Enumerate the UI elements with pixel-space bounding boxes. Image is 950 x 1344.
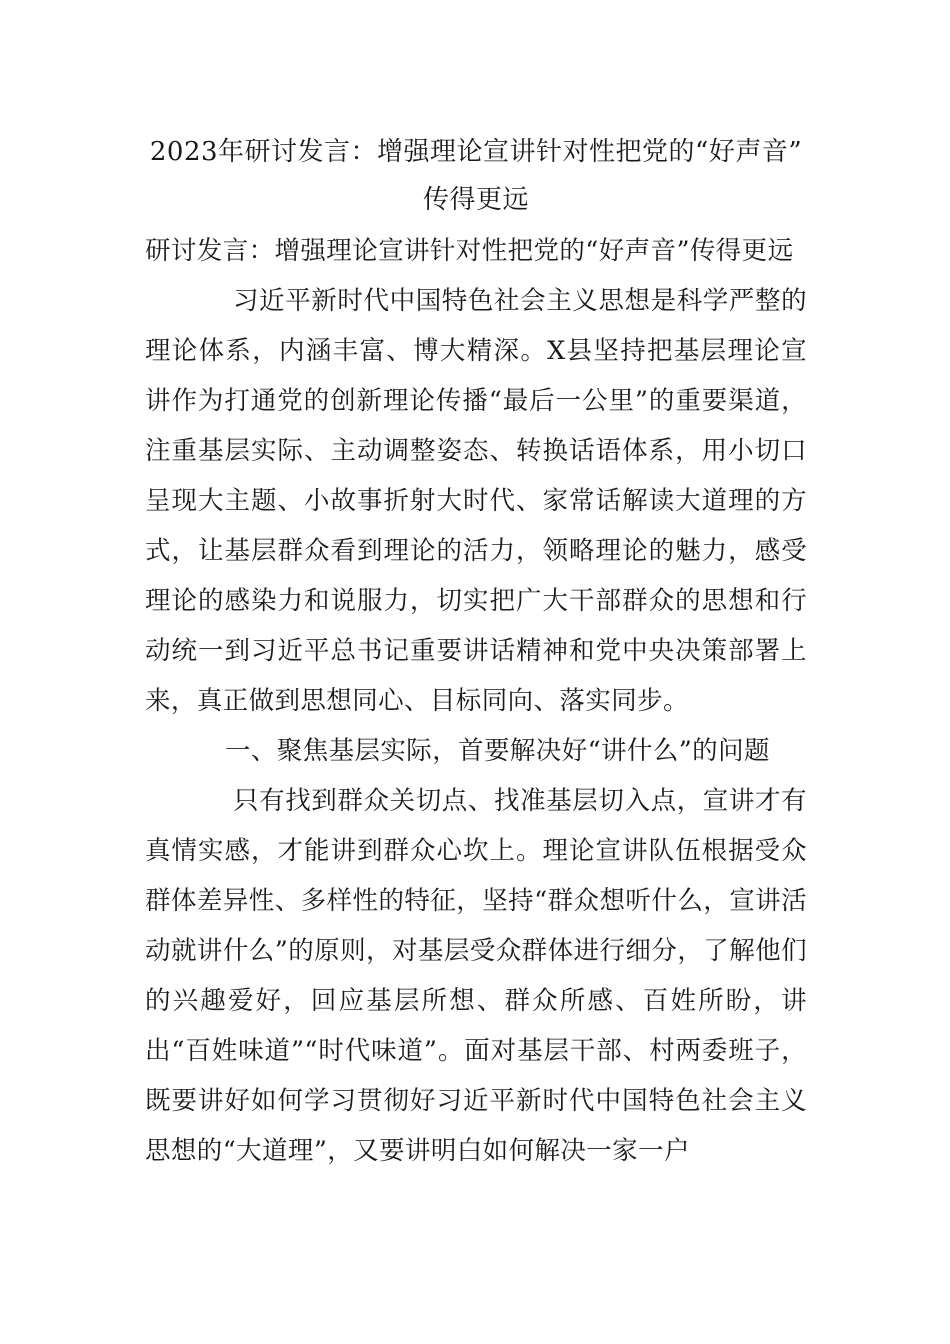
section-heading-1: 一、聚焦基层实际，首要解决好“讲什么”的问题 bbox=[225, 736, 770, 766]
document-body bbox=[145, 128, 807, 1176]
document-title-line2: 传得更远 bbox=[422, 185, 529, 215]
document-subtitle: 研讨发言：增强理论宣讲针对性把党的“好声音”传得更远 bbox=[145, 236, 794, 266]
document-title-line1: 2023年研讨发言：增强理论宣讲针对性把党的“好声音” bbox=[149, 137, 803, 167]
paragraph-intro: 习近平新时代中国特色社会主义思想是科学严整的理论体系，内涵丰富、博大精深。X县坚持把基层理论宣讲作为打通党的创新理论传播“最后一公里”的重要渠道，注重基层实际、主动调整姿态、转换话语体系，用小切口呈现大主题、小故事折射大时代、家常话解读大道理的方式，让基层群众看到理论的活力，领略理论的魅力，感受理论的感染力和说服力，切实把广大干部群众的思想和行动统一到习近平总书记重要讲话精神和党中央决策部署上来，真正做到思想同心、目标同向、落实同步。 bbox=[145, 286, 807, 716]
paragraph-section-1: 只有找到群众关切点、找准基层切入点，宣讲才有真情实感，才能讲到群众心坎上。理论宣讲队伍根据受众群体差异性、多样性的特征，坚持“群众想听什么，宣讲活动就讲什么”的原则，对基层受众群体进行细分，了解他们的兴趣爱好，回应基层所想、群众所感、百姓所盼，讲出“百姓味道”“时代味道”。面对基层干部、村两委班子，既要讲好如何学习贯彻好习近平新时代中国特色社会主义思想的“大道理”，又要讲明白如何解决一家一户 bbox=[145, 786, 807, 1166]
